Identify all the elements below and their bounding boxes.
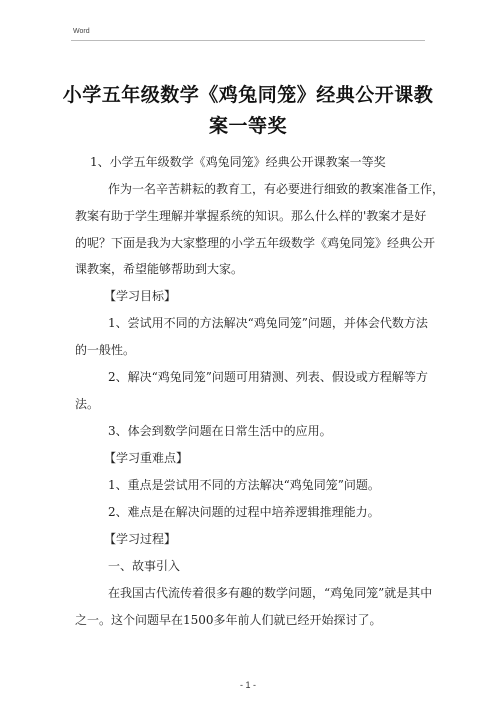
document-title-line-2: 案一等奖 [208, 115, 287, 137]
body-line: 1、重点是尝试用不同的方法解决“鸡兔同笼”问题。 [108, 478, 380, 492]
body-line: 之一。这个问题早在1500多年前人们就已经开始探讨了。 [75, 613, 382, 627]
body-line: 课教案，希望能够帮助到大家。 [75, 262, 244, 276]
section-heading-key-points: 【学习重难点】 [104, 451, 189, 465]
section-heading-goals: 【学习目标】 [104, 289, 177, 303]
body-line: 作为一名辛苦耕耘的教育工，有必要进行细致的教案准备工作， [108, 182, 445, 196]
body-line: 的一般性。 [75, 343, 136, 357]
header-app-label: Word [73, 28, 90, 35]
body-line: 法。 [75, 397, 100, 411]
body-line: 教案有助于学生理解并掌握系统的知识。那么什么样的'教案才是好 [75, 209, 427, 223]
body-line: 1、尝试用不同的方法解决“鸡兔同笼”问题，并体会代数方法 [108, 316, 428, 330]
section-heading-process: 【学习过程】 [104, 532, 177, 546]
body-line: 在我国古代流传着很多有趣的数学问题，“鸡兔同笼”就是其中 [108, 586, 433, 600]
body-line: 2、难点是在解决问题的过程中培养逻辑推理能力。 [108, 505, 380, 519]
body-line: 一、故事引入 [108, 559, 181, 573]
body-line: 2、解决“鸡兔同笼”问题可用猜测、列表、假设或方程解等方 [108, 370, 428, 384]
page-number: - 1 - [239, 680, 256, 690]
body-line: 的呢？下面是我为大家整理的小学五年级数学《鸡兔同笼》经典公开 [75, 236, 436, 250]
body-line: 1、小学五年级数学《鸡兔同笼》经典公开课教案一等奖 [90, 155, 386, 169]
document-title-line-1: 小学五年级数学《鸡兔同笼》经典公开课教 [62, 84, 434, 106]
header-rule [71, 40, 425, 41]
body-line: 3、体会到数学问题在日常生活中的应用。 [108, 424, 332, 438]
